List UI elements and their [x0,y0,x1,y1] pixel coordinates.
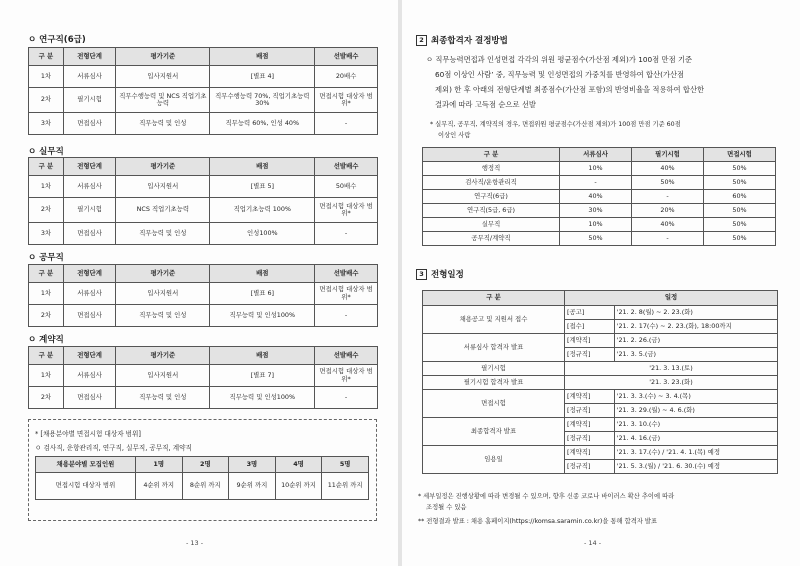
column-header: 구 분 [29,265,64,283]
column-header: 전형단계 [63,48,115,66]
schedule-date: '21. 3. 13.(토) [565,362,778,376]
schedule-label: 최종합격자 발표 [423,418,565,446]
table-cell: 면접심사 [63,223,115,245]
table-cell: 1차 [29,283,64,305]
column-header: 2명 [182,457,229,473]
table-row [423,376,778,390]
table-cell: - [315,305,378,327]
column-header: 전형단계 [63,158,115,176]
table-header-row [423,291,778,306]
schedule-tag: [계약직] [565,418,615,432]
column-header: 평가기준 [116,347,210,365]
paragraph-line: ㅇ 직무능력면접과 인성면접 각각의 위원 평균점수(가산점 제외)가 100점 만점 기준 [426,55,693,64]
table-cell: - [560,176,632,190]
table-cell: 9순위 까지 [229,473,276,500]
table-header-row [29,48,378,66]
table-cell: 11순위 까지 [322,473,369,500]
table-header-row [29,265,378,283]
schedule-label: 면접시험 [423,390,565,418]
table-cell: 서류심사 [63,283,115,305]
column-header: 배점 [210,347,315,365]
schedule-date: '21. 2. 17(수) ~ 2. 23.(화), 18:00까지 [614,320,777,334]
column-header: 3명 [229,457,276,473]
schedule-date: '21. 3. 5.(금) [614,348,777,362]
schedule-date: '21. 2. 8(월) ~ 2. 23.(화) [614,306,777,320]
table-cell: 50% [704,232,776,246]
schedule-table [422,290,778,474]
table-cell: 10% [560,218,632,232]
column-header: 평가기준 [116,265,210,283]
table-header-row [36,457,369,473]
table-cell: 연구직(6급) [423,190,560,204]
table-row [423,362,778,376]
column-header: 구 분 [423,291,565,306]
table-row [29,66,378,88]
column-header: 선발배수 [315,48,378,66]
table-cell: 직무능력 및 인성 [116,387,210,409]
section-title-public: ㅇ 공무직 [28,253,64,263]
schedule-tag: [정규직] [565,460,615,474]
table-cell: - [315,387,378,409]
note-line: * 실무직, 공무직, 계약직의 경우, 면접위원 평균점수(가산점 제외)가 100점 만점 기준 60점 [430,121,681,128]
table-cell: 직무능력 및 인성 [116,223,210,245]
table-cell: [별표 6] [210,283,315,305]
table-cell: 면접시험 대상자 범위* [315,365,378,387]
table-cell: 20배수 [315,66,378,88]
schedule-tag: [정규직] [565,404,615,418]
column-header: 배점 [210,158,315,176]
table-cell: 입사지원서 [116,176,210,198]
table-cell: 면접시험 대상자 범위 [36,473,136,500]
table-row [423,306,778,320]
table-cell: 면접심사 [63,113,115,135]
table-cell: 10% [560,162,632,176]
weights-table [422,147,776,246]
table-cell: 3차 [29,223,64,245]
table-row [423,390,778,404]
table-cell: 서류심사 [63,176,115,198]
schedule-date: '21. 3. 23.(화) [565,376,778,390]
table-row [29,387,378,409]
table-cell: 40% [632,162,704,176]
column-header: 선발배수 [315,347,378,365]
section-title-practical: ㅇ 실무직 [28,147,64,157]
table-row [29,223,378,245]
table-cell: NCS 직업기초능력 [116,198,210,223]
schedule-tag: [공고] [565,306,615,320]
note-line: 이상인 사람 [438,132,471,139]
table-cell: 2차 [29,305,64,327]
table-cell: [별표 7] [210,365,315,387]
table-header-row [29,158,378,176]
table-row [423,162,776,176]
interview-range-box [28,419,377,521]
column-header: 필기시험 [632,148,704,162]
table-row [423,176,776,190]
table-cell: 40% [632,218,704,232]
table-cell: 서류심사 [63,365,115,387]
table-cell: 직무수행능력 70%, 직업기초능력 30% [210,88,315,113]
schedule-date: '21. 2. 26.(금) [614,334,777,348]
table-cell: 50% [632,176,704,190]
page-number-13: - 13 - [186,539,204,547]
table-cell: 서류심사 [63,66,115,88]
table-row [29,283,378,305]
table-cell: - [315,113,378,135]
table-row [29,113,378,135]
schedule-label: 필기시험 합격자 발표 [423,376,565,390]
table-cell: 3차 [29,113,64,135]
box-title: * [채용분야별 면접시험 대상자 범위] [35,430,141,438]
table-cell: 2차 [29,88,64,113]
table-row [29,365,378,387]
table-row [29,176,378,198]
table-row [423,334,778,348]
section3-number: 3 [416,269,427,280]
table-row [423,190,776,204]
table-cell: 2차 [29,198,64,223]
schedule-tag: [접수] [565,320,615,334]
table-cell: 직무능력 60%, 인성 40% [210,113,315,135]
column-header: 면접시험 [704,148,776,162]
table-cell: 2차 [29,387,64,409]
table-cell: 50% [704,176,776,190]
table-cell: 직무능력 및 인성100% [210,305,315,327]
paragraph-line: 60점 이상인 사람’ 중, 직무능력 및 인성면접의 가중치를 반영하여 합산(가산점 [435,70,685,79]
column-header: 선발배수 [315,265,378,283]
table-public [28,264,378,327]
table-cell: 필기시험 [63,198,115,223]
table-cell: 면접시험 대상자 범위* [315,198,378,223]
schedule-tag: [계약직] [565,334,615,348]
note-line: 조정될 수 있음 [426,504,467,511]
schedule-date: '21. 3. 29.(월) ~ 4. 6.(화) [614,404,777,418]
table-cell: 1차 [29,365,64,387]
selection-paragraph [426,52,786,112]
section2-title: 최종합격자 결정방법 [431,36,508,46]
column-header: 채용분야별 모집인원 [36,457,136,473]
table-row [36,473,369,500]
schedule-tag: [정규직] [565,348,615,362]
table-contract [28,346,378,409]
column-header: 선발배수 [315,158,378,176]
table-cell: [별표 4] [210,66,315,88]
table-cell: 50% [704,218,776,232]
table-cell: 20% [632,204,704,218]
left-page [0,0,398,566]
table-cell: 입사지원서 [116,365,210,387]
schedule-label: 채용공고 및 지원서 접수 [423,306,565,334]
table-cell: 50배수 [315,176,378,198]
interview-range-table [35,456,369,500]
table-cell: 면접심사 [63,305,115,327]
table-cell: 연구직(5급, 6급) [423,204,560,218]
table-cell: [별표 5] [210,176,315,198]
table-research [28,47,378,135]
table-cell: 8순위 까지 [182,473,229,500]
table-cell: 50% [560,232,632,246]
table-cell: 직무능력 및 인성 [116,113,210,135]
schedule-tag: [정규직] [565,432,615,446]
section-title-contract: ㅇ 계약직 [28,335,64,345]
table-cell: 직무능력 및 인성 [116,305,210,327]
table-row [423,204,776,218]
table-cell: 직업기초능력 100% [210,198,315,223]
table-row [423,218,776,232]
table-cell: 40% [560,190,632,204]
paragraph-line: 제외) 한 후 아래의 전형단계별 최종점수(가산점 포함)의 반영비율을 적용하여 합산한 [435,85,705,94]
column-header: 전형단계 [63,265,115,283]
column-header: 4명 [275,457,322,473]
schedule-label: 서류심사 합격자 발표 [423,334,565,362]
table-row [423,418,778,432]
table-cell: 10순위 까지 [275,473,322,500]
table-cell: 1차 [29,66,64,88]
note-result-announcement: ** 전형결과 발표 : 채용 홈페이지(https://komsa.saramin.co.kr)을 통해 합격자 발표 [418,518,658,525]
section3-heading [416,268,464,280]
table-row [423,446,778,460]
schedule-label: 필기시험 [423,362,565,376]
column-header: 구 분 [423,148,560,162]
table-row [29,198,378,223]
schedule-tag: [계약직] [565,390,615,404]
table-cell: - [315,223,378,245]
section2-number: 2 [416,35,427,46]
column-header: 5명 [322,457,369,473]
note-line: * 세부일정은 진행상황에 따라 변경될 수 있으며, 향후 신종 코로나 바이러스 확산 추이에 따라 [418,493,675,500]
table-header-row [29,347,378,365]
table-cell: 50% [704,162,776,176]
column-header: 평가기준 [116,158,210,176]
column-header: 배점 [210,265,315,283]
table-row [29,88,378,113]
table-cell: 인성100% [210,223,315,245]
section3-title: 전형일정 [431,270,464,280]
column-header: 일정 [565,291,778,306]
table-cell: 60% [704,190,776,204]
paragraph-line: 결과에 따라 고득점 순으로 선발 [435,100,536,109]
table-cell: 4순위 까지 [135,473,182,500]
column-header: 배점 [210,48,315,66]
schedule-date: '21. 5. 3.(월) / '21. 6. 30.(수) 예정 [614,460,777,474]
schedule-label: 임용일 [423,446,565,474]
column-header: 1명 [135,457,182,473]
table-row [29,305,378,327]
table-cell: 30% [560,204,632,218]
table-cell: 입사지원서 [116,283,210,305]
column-header: 구 분 [29,347,64,365]
table-header-row [423,148,776,162]
column-header: 평가기준 [116,48,210,66]
table-cell: 직무능력 및 인성100% [210,387,315,409]
column-header: 구 분 [29,48,64,66]
table-cell: 공무직/계약직 [423,232,560,246]
schedule-date: '21. 3. 3.(수) ~ 3. 4.(목) [614,390,777,404]
column-header: 구 분 [29,158,64,176]
table-cell: 50% [704,204,776,218]
schedule-date: '21. 3. 17.(수) / '21. 4. 1.(목) 예정 [614,446,777,460]
schedule-date: '21. 4. 16.(금) [614,432,777,446]
table-cell: 실무직 [423,218,560,232]
section-title-research: ㅇ 연구직(6급) [28,35,86,45]
table-cell: 행정직 [423,162,560,176]
table-row [423,232,776,246]
schedule-tag: [계약직] [565,446,615,460]
page-number-14: - 14 - [584,539,602,547]
table-cell: 직무수행능력 및 NCS 직업기초능력 [116,88,210,113]
table-cell: 면접시험 대상자 범위* [315,283,378,305]
column-header: 서류심사 [560,148,632,162]
box-subtitle: ㅇ 검사직, 운항관리직, 연구직, 실무직, 공무직, 계약직 [35,444,192,452]
note-interview-threshold [430,119,785,141]
table-practical [28,157,378,245]
table-cell: 면접시험 대상자 범위* [315,88,378,113]
table-cell: 검사직/운항관리직 [423,176,560,190]
table-cell: 입사지원서 [116,66,210,88]
table-cell: - [632,190,704,204]
table-cell: - [632,232,704,246]
table-cell: 1차 [29,176,64,198]
note-schedule-change [418,491,788,513]
table-cell: 필기시험 [63,88,115,113]
schedule-date: '21. 3. 10.(수) [614,418,777,432]
table-cell: 면접심사 [63,387,115,409]
column-header: 전형단계 [63,347,115,365]
section2-heading [416,34,508,46]
